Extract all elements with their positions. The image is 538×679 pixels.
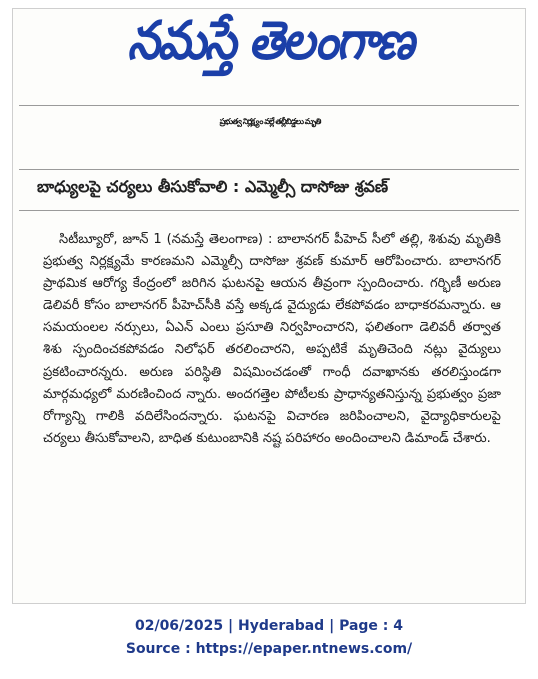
source-link[interactable]: https://epaper.ntnews.com/ [195, 641, 413, 657]
edition-info [0, 618, 538, 634]
masthead-logo-text: నమస్తే తెలంగాణ [127, 9, 413, 72]
newspaper-masthead [27, 11, 513, 83]
edition-page: Page : 4 [339, 618, 404, 634]
article-headline: ప్రభుత్వ నిర్లక్ష్యం వల్లే తల్లీబిడ్డలు మృతి [219, 117, 321, 126]
news-clipping [12, 8, 526, 604]
article-paragraph: సిటీబ్యూరో, జూన్ 1 (నమస్తే తెలంగాణ) : బాలానగర్ పీహెచ్ సీలో తల్లి, శిశువు మృతికి ప్రభుత్వ నిర్లక్ష్యమే కారణమని ఎమ్మెల్సీ దాసోజు శ్రవణ్ కుమార్ ఆరోపించారు. బాలానగర్ ప్రాథమిక ఆరోగ్య కేంద్రంలో జరిగిన ఘటనపై ఆయన తీవ్రంగా స్పందించారు. గర్భిణీ అరుణ డెలివరీ కోసం బాలానగర్ పీహెచ్‌సీకి వస్తే అక్కడ వైద్యుడు లేకపోవడం బాధాకరమన్నారు. ఆ సమయంలల నర్సులు, ఏఎన్ ఎంలు ప్రసూతి నిర్వహించారని, ఫలితంగా డెలివరీ తర్వాత శిశు స్పందించకపోవడం నిలోఫర్ తరలించారని, అప్పటికే మృతిచెంది నట్లు వైద్యులు ప్రకటించారన్నరు. అరుణ పరిస్థితి విషమించడంతో గాంధీ దవాఖానకు తరలిస్తుండగా మార్గమధ్యలో మరణించింద న్నారు. అందగత్తెల పోటీలకు ప్రాధాన్యతనిస్తున్న ప్రభుత్వం ప్రజా రోగ్యాన్ని గాలికి వదిలేసిందన్నారు. ఘటనపై విచారణ జరిపించాలని, వైద్యాధికారులపై చర్యలు తీసుకోవాలని, బాధిత కుటుంబానికి నష్ట పరిహారం అందించాలని డిమాండ్ చేశారు. [43, 232, 501, 446]
article-subheadline: బాధ్యులపై చర్యలు తీసుకోవాలి : ఎమ్మెల్సీ దాసోజు శ్రవణ్ [37, 177, 389, 196]
article-body [43, 229, 501, 604]
separator: | [228, 618, 234, 634]
source-label: Source : [125, 641, 191, 657]
divider [19, 210, 519, 211]
source-info [0, 641, 538, 657]
edition-city: Hyderabad [238, 618, 325, 634]
edition-date: 02/06/2025 [134, 618, 224, 634]
separator: | [329, 618, 335, 634]
divider [19, 169, 519, 170]
divider [19, 105, 519, 106]
